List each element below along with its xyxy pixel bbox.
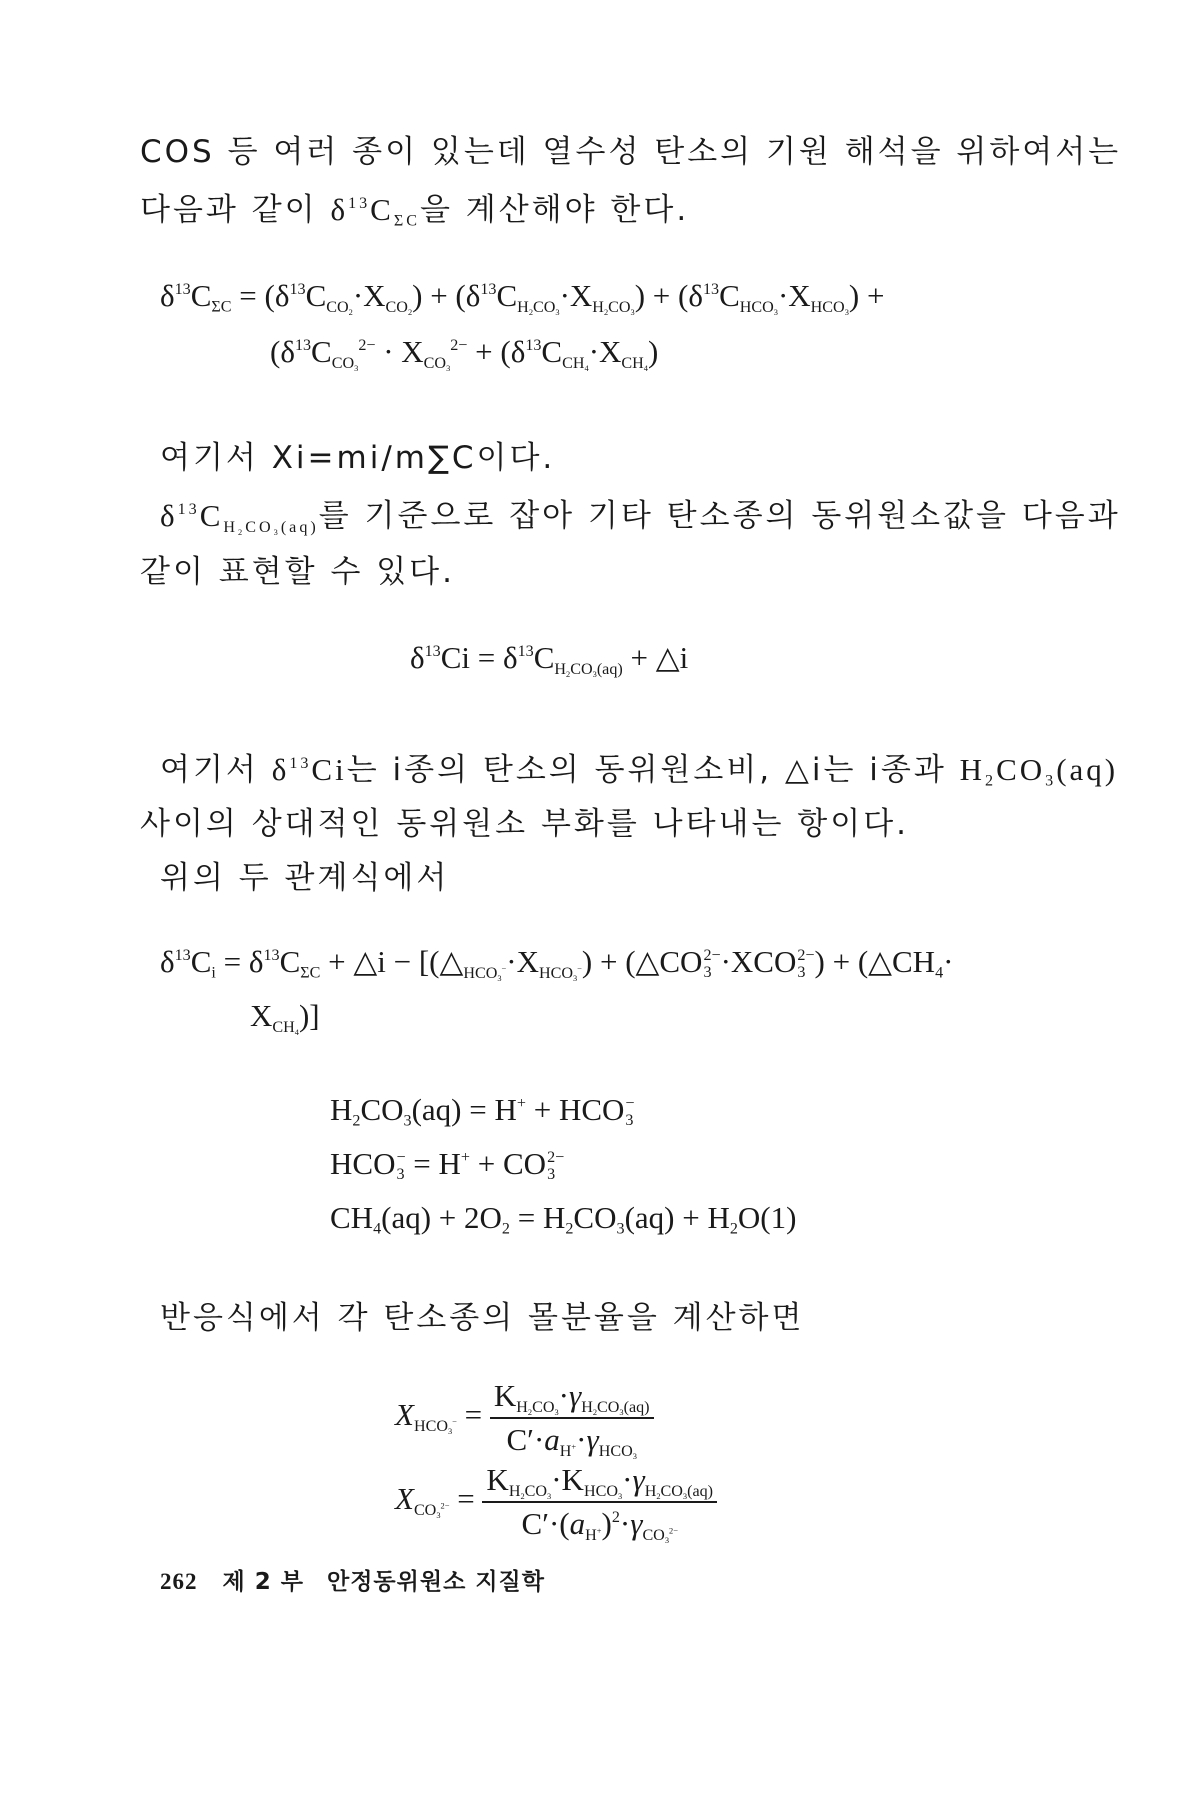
paragraph-3-line-1 [160,744,1118,789]
mole-fraction-co3: $X_{CO_3^{2-}}$ = $\frac{K_{H_2CO_3}\cdot K_{HCO_3}\cdot\gamma_{H_2CO_3(aq)}}{C'\cdot(a_{H^+})^2\cdot\gamma_{CO_3^{2-}}}$ [395,1462,717,1542]
equation-1-line-2: ($\delta^{13}C_{CO_3}^{2-} \cdot X_{CO_3}^{2-} + (\delta^{13}C_{CH_4}\cdot X_{CH_4})$ [270,334,659,373]
paragraph-3-line-3: 위의 두 관계식에서 [160,860,450,896]
paragraph-2-line-2: 같이 표현할 수 있다. [140,554,455,590]
page-footer [160,1563,545,1596]
mole-fraction-hco3: $X_{HCO_3^-}$ = $\frac{K_{H_2CO_3}\cdot\gamma_{H_2CO_3(aq)}}{C'\cdot a_{H^+}\cdot\gamma_{HCO_3}}$ [395,1378,654,1458]
reaction-intro: 반응식에서 각 탄소종의 몰분율을 계산하면 [160,1300,805,1336]
equation-1-line-1: $\delta^{13}C_{\Sigma C} = (\delta^{13}C_{CO_2}\cdot X_{CO_2}) + (\delta^{13}C_{H_2CO_3}\cdot X_{H_2CO_3}) + (\delta^{13}C_{HCO_3}\cdot X_{HCO_3})$ + [160,278,885,317]
paragraph-1-line-2-post: 을 계산해야 한다. [419,192,690,228]
paragraph-1-line-2 [140,184,689,229]
paragraph-1-line-1: COS 등 여러 종이 있는데 열수성 탄소의 기원 해석을 위하여서는 [140,134,1122,170]
where-xi-definition: 여기서 Xi=mi/m∑C이다. [160,440,556,476]
paragraph-3-line-1-pre: 여기서 [160,752,272,788]
paragraph-1-line-2-pre: 다음과 같이 [140,192,331,228]
paragraph-2-line-1-post: 를 기준으로 잡아 기타 탄소종의 동위원소값을 다음과 [318,498,1121,534]
page-number: 262 [160,1569,198,1594]
paragraph-2-line-1 [160,490,1121,535]
delta-h2co3-aq-symbol: $\delta^{13}C_{H_2CO_3(aq)}$ [160,498,319,537]
mole-fraction-hco3-fraction: $\frac{K_{H_2CO_3}\cdot\gamma_{H_2CO_3(aq)}}{C'\cdot a_{H^+}\cdot\gamma_{HCO_3}}$ [490,1378,654,1458]
reaction-2: HCO − 3 = H+ + CO 2− 3 [330,1146,565,1183]
paragraph-3-line-2: 사이의 상대적인 동위원소 부화를 나타내는 항이다. [140,806,909,842]
delta-ci-symbol: $\delta^{13}Ci$ [271,752,347,787]
book-title: 안정동위원소 지질학 [327,1569,545,1595]
reaction-3: $CH_4(aq) + 2O_2 = H_2CO_3(aq) + H_2O(1)$ [330,1200,797,1238]
delta-sum-symbol: $\delta^{13}C_{\Sigma C}$ [330,192,420,230]
equation-2: $\delta^{13}Ci = \delta^{13}C_{H_2CO_3(aq)}$ + △i [410,640,689,679]
paragraph-3-line-1-mid: 는 i종의 탄소의 동위원소비, △i는 i종과 [346,752,960,788]
part-label: 제 2 부 [222,1569,304,1595]
equation-3-line-1: $\delta^{13}C_i = \delta^{13}C_{\Sigma C}$ + △i − [$(\triangle_{HCO_3^-}\cdot X_{HCO_3^-})$ + (△CO 2− 3 ·XCO 2− 3 ) + ($\triangle CH_4\cdot$ [160,944,954,983]
h2co3-aq-formula: $H_2CO_3(aq)$ [959,752,1119,790]
equation-3-line-2: $X_{CH_4}$)] [250,998,320,1037]
mole-fraction-co3-fraction: $\frac{K_{H_2CO_3}\cdot K_{HCO_3}\cdot\gamma_{H_2CO_3(aq)}}{C'\cdot(a_{H^+})^2\cdot\gamma_{CO_3^{2-}}}$ [482,1462,717,1542]
reaction-1: $H_2CO_3(aq) = H^+$ + HCO − 3 [330,1092,635,1130]
